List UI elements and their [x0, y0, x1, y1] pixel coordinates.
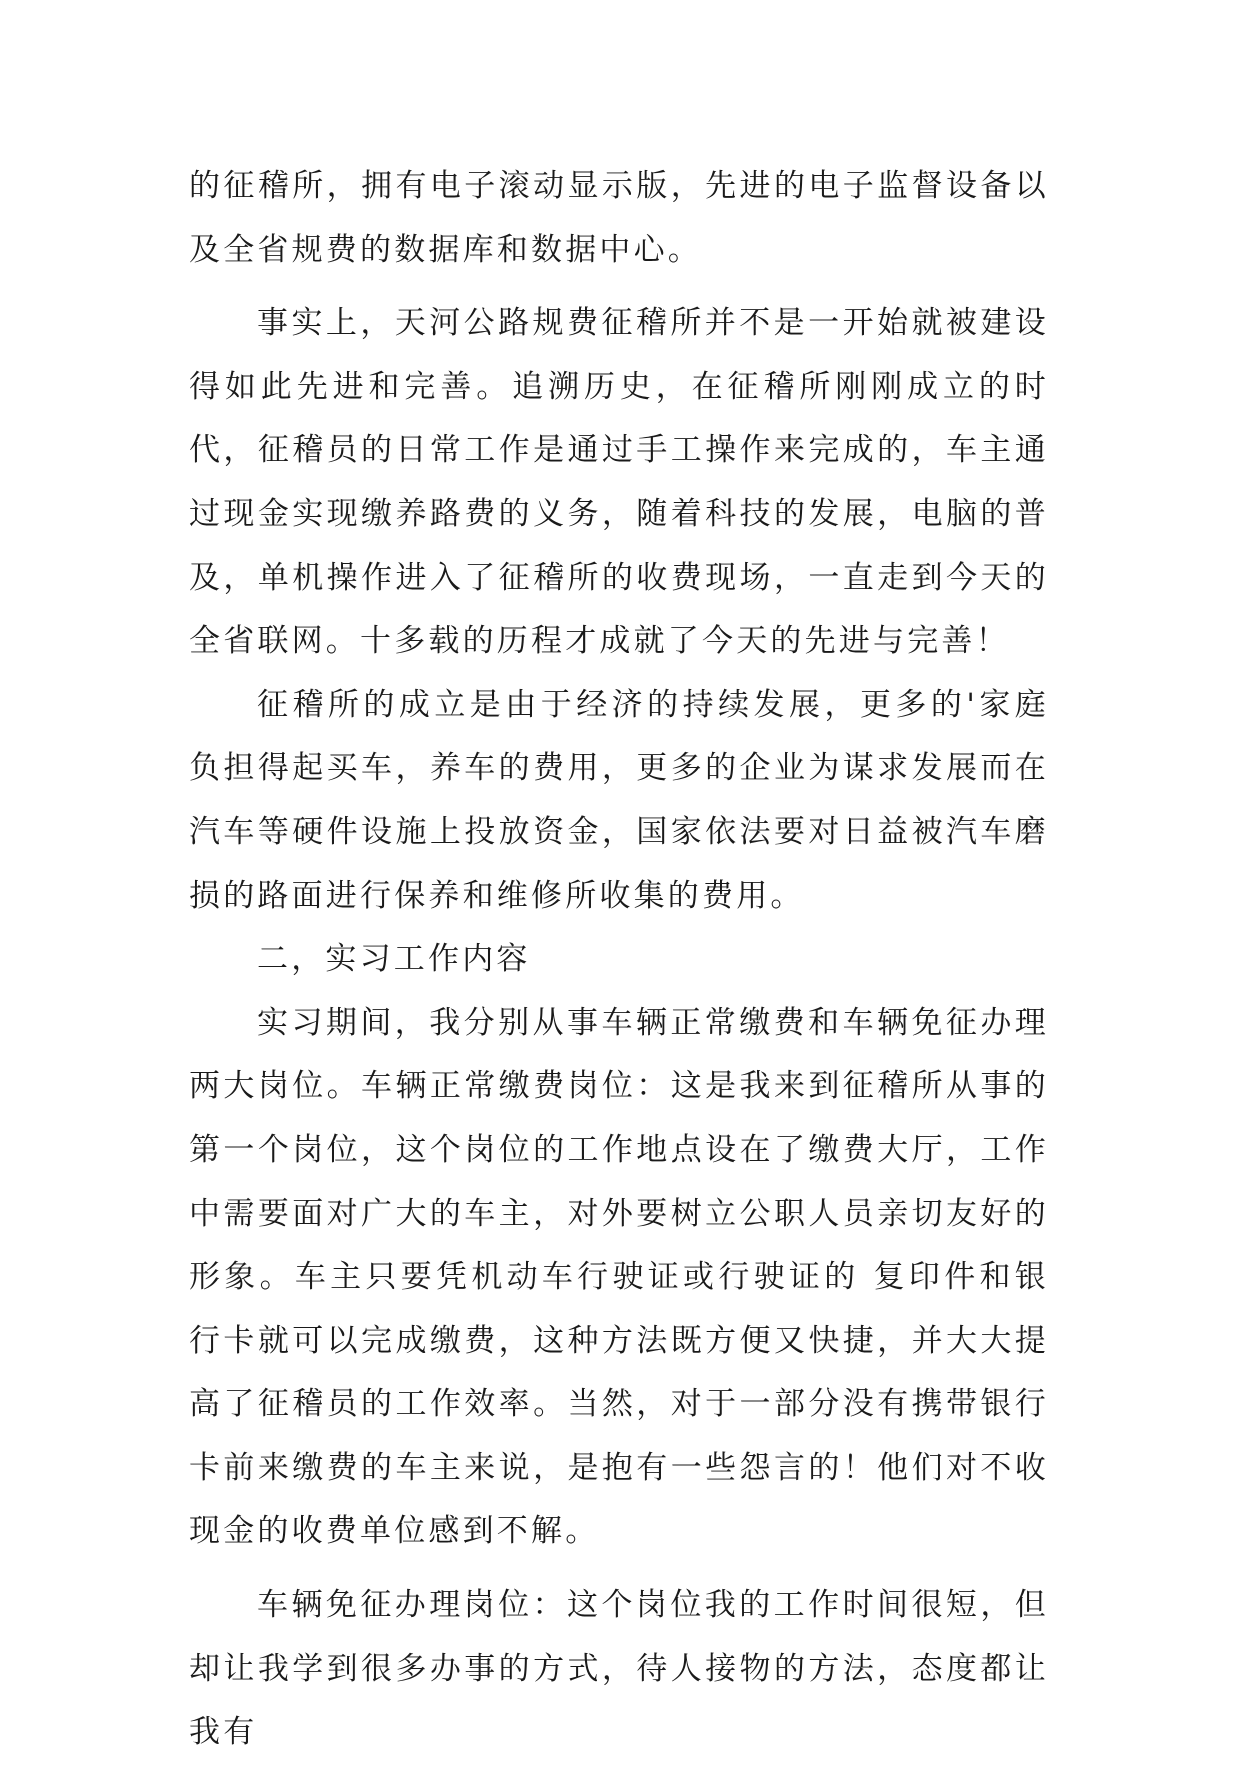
paragraph-5: 车辆免征办理岗位：这个岗位我的工作时间很短，但却让我学到很多办事的方式，待人接物的方法，态度都让我有	[189, 1587, 1049, 1751]
section-heading: 二，实习工作内容	[257, 941, 531, 978]
paragraph-2: 事实上，天河公路规费征稽所并不是一开始就被建设得如此先进和完善。追溯历史，在征稽所刚刚成立的时代，征稽员的日常工作是通过手工操作来完成的，车主通过现金实现缴养路费的义务，随着科技的发展，电脑的普及，单机操作进入了征稽所的收费现场，一直走到今天的全省联网。十多载的历程才成就了今天的先进与完善！	[189, 305, 1049, 660]
paragraph-1: 的征稽所，拥有电子滚动显示版，先进的电子监督设备以及全省规费的数据库和数据中心。	[189, 168, 1049, 268]
paragraph-3: 征稽所的成立是由于经济的持续发展，更多的'家庭负担得起买车，养车的费用，更多的企业为谋求发展而在汽车等硬件设施上投放资金，国家依法要对日益被汽车磨损的路面进行保养和维修所收集的费用。	[189, 686, 1049, 914]
paragraph-4: 实习期间，我分别从事车辆正常缴费和车辆免征办理两大岗位。车辆正常缴费岗位：这是我来到征稽所从事的第一个岗位，这个岗位的工作地点设在了缴费大厅，工作中需要面对广大的车主，对外要树立公职人员亲切友好的形象。车主只要凭机动车行驶证或行驶证的 复印件和银行卡就可以完成缴费，这种方法既方便又快捷，并大大提高了征稽员的工作效率。当然，对于一部分没有携带银行卡前来缴费的车主来说，是抱有一些怨言的！他们对不收现金的收费单位感到不解。	[189, 1004, 1049, 1550]
document-body	[189, 155, 1049, 1765]
